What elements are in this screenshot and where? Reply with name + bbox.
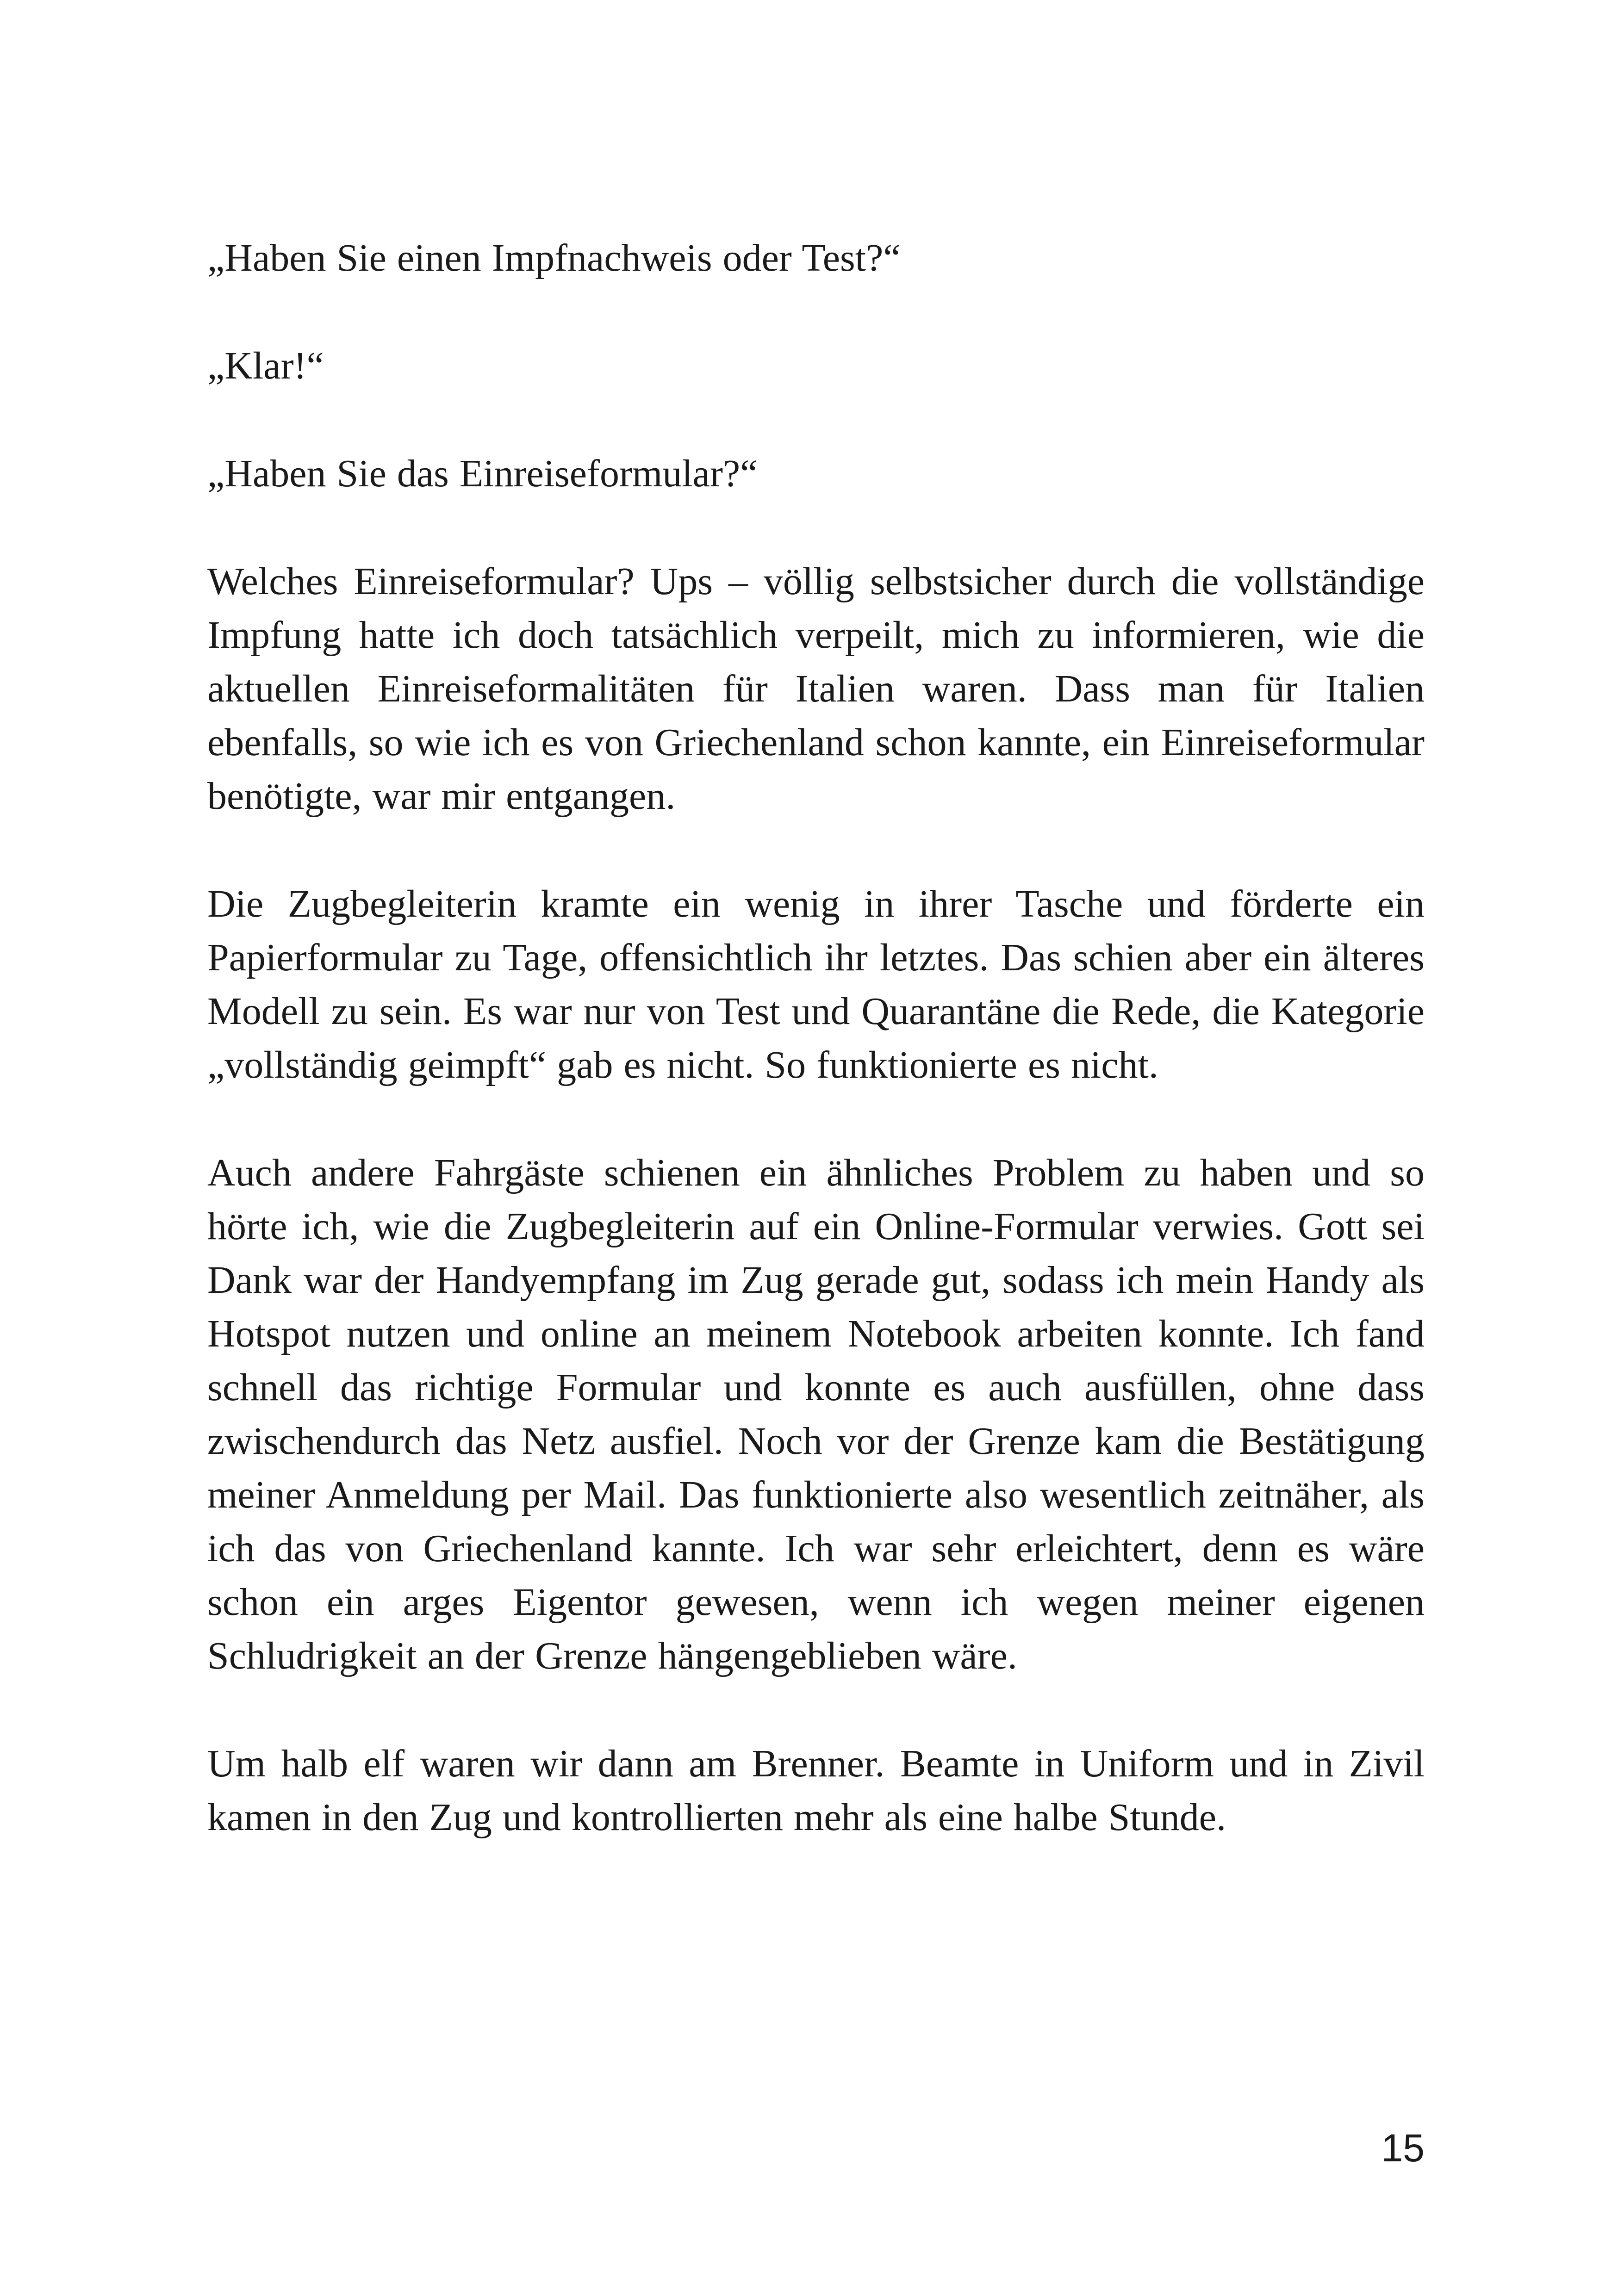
paragraph-dialog-2: „Klar!“	[207, 344, 324, 387]
paragraph-brenner: Um halb elf waren wir dann am Brenner. Beamte in Uniform und in Zivil kamen in den Zug und kontrollierten mehr als eine halbe Stunde.	[207, 1742, 1425, 1839]
paragraph-dialog-1: „Haben Sie einen Impfnachweis oder Test?“	[207, 236, 901, 279]
paragraph-einreiseformular: Welches Einreiseformular? Ups – völlig selbstsicher durch die vollständige Impfung hatte ich doch tatsächlich verpeilt, mich zu informieren, wie die aktuellen Einreiseformalitäten für Italien waren. Dass man für Italien ebenfalls, so wie ich es von Griechenland schon kannte, ein Einreiseformular benötigte, war mir entgangen.	[207, 560, 1425, 818]
body-text	[207, 231, 1425, 1844]
paragraph-zugbegleiterin: Die Zugbegleiterin kramte ein wenig in ihrer Tasche und förderte ein Papierformular zu Tage, offensichtlich ihr letztes. Das schien aber ein älteres Modell zu sein. Es war nur von Test und Quarantäne die Rede, die Kategorie „vollständig geimpft“ gab es nicht. So funktionierte es nicht.	[207, 882, 1425, 1086]
paragraph-online-formular: Auch andere Fahrgäste schienen ein ähnliches Problem zu haben und so hörte ich, wie die Zugbegleiterin auf ein Online-Formular verwies. Gott sei Dank war der Handyempfang im Zug gerade gut, sodass ich mein Handy als Hotspot nutzen und online an meinem Notebook arbeiten konnte. Ich fand schnell das richtige Formular und konnte es auch ausfüllen, ohne dass zwischendurch das Netz ausfiel. Noch vor der Grenze kam die Bestätigung meiner Anmeldung per Mail. Das funktionierte also wesentlich zeitnäher, als ich das von Griechenland kannte. Ich war sehr erleichtert, denn es wäre schon ein arges Eigentor gewesen, wenn ich wegen meiner eigenen Schludrigkeit an der Grenze hängengeblieben wäre.	[207, 1151, 1425, 1677]
paragraph-dialog-3: „Haben Sie das Einreiseformular?“	[207, 452, 758, 495]
page-number: 15	[1381, 2126, 1425, 2170]
